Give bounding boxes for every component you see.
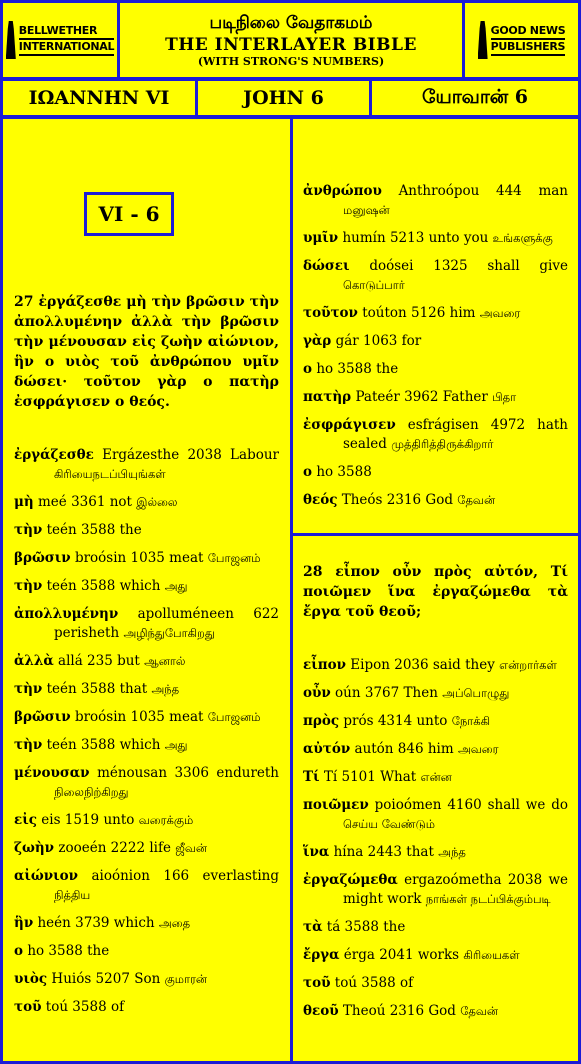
word-entry bbox=[303, 360, 568, 379]
greek-word: ἀνθρώπου bbox=[303, 183, 382, 199]
gloss: esfrágisen 4972 hath sealed bbox=[343, 417, 568, 452]
book-english: JOHN 6 bbox=[195, 78, 372, 118]
greek-word: μὴ bbox=[14, 494, 34, 510]
gloss: teén 3588 which bbox=[46, 578, 161, 594]
greek-word: πατὴρ bbox=[303, 389, 352, 405]
gloss: ho 3588 the bbox=[316, 361, 399, 377]
word-entry bbox=[14, 764, 279, 802]
right-top-interlinear-list bbox=[303, 182, 568, 510]
greek-word: ἵνα bbox=[303, 844, 330, 860]
gloss: doósei 1325 shall give bbox=[369, 258, 568, 274]
gloss: aioónion 166 everlasting bbox=[91, 868, 279, 884]
tamil-gloss: செய்ய வேண்டும் bbox=[343, 817, 436, 831]
gloss: poioómen 4160 shall we do bbox=[374, 797, 568, 813]
greek-word: ἀπολλυμένην bbox=[14, 606, 119, 622]
right-bottom-interlinear-list bbox=[303, 656, 568, 1021]
tamil-gloss: அவரை bbox=[479, 306, 521, 320]
word-entry bbox=[303, 871, 568, 909]
greek-word: ο bbox=[303, 361, 313, 377]
word-entry bbox=[14, 914, 279, 933]
tamil-gloss: மனுஷன் bbox=[343, 203, 390, 217]
tamil-gloss: என்ன bbox=[420, 770, 452, 784]
tamil-gloss: குமாரன் bbox=[164, 972, 208, 986]
greek-word: εἶπον bbox=[303, 657, 346, 673]
tamil-gloss: உங்களுக்கு bbox=[492, 231, 553, 245]
gloss: allá 235 but bbox=[58, 653, 140, 669]
word-entry bbox=[14, 736, 279, 755]
tamil-gloss: முத்திரித்திருக்கிறார் bbox=[391, 437, 494, 451]
verse-28-text: 28 εἶπον οὖν πρὸς αὐτόν, Τί ποιῶμεν ἵνα ἐργαζώμεθα τὰ ἔργα τοῦ θεοῦ; bbox=[303, 564, 568, 620]
verse-27-text: 27 ἐργάζεσθε μὴ τὴν βρῶσιν τὴν ἀπολλυμένην ἀλλὰ τὴν βρῶσιν τὴν μένουσαν εἰς ζωὴν αἰώνιον, ἣν ο υιὸς τοῦ ἀνθρώπου υμῖν δώσει· τοῦτον γὰρ ο πατὴρ ἐσφράγισεν ο θεός. bbox=[14, 294, 279, 410]
book-tamil: யோவான் 6 bbox=[369, 78, 581, 118]
greek-word: αὐτόν bbox=[303, 741, 351, 757]
gloss: Huiós 5207 Son bbox=[51, 971, 161, 987]
gloss: ménousan 3306 endureth bbox=[97, 765, 279, 781]
greek-word: ἀλλὰ bbox=[14, 653, 54, 669]
logo-line-1: GOOD NEWS bbox=[491, 24, 566, 40]
greek-word: τὴν bbox=[14, 522, 43, 538]
gloss: Eipon 2036 said they bbox=[350, 657, 495, 673]
gloss: gár 1063 for bbox=[335, 333, 422, 349]
subtitle: (WITH STRONG'S NUMBERS) bbox=[197, 54, 385, 68]
tamil-gloss: தேவன் bbox=[457, 493, 496, 507]
good-news-logo bbox=[462, 0, 581, 80]
gloss: autón 846 him bbox=[354, 741, 454, 757]
greek-word: ἣν bbox=[14, 915, 34, 931]
gloss: eis 1519 unto bbox=[41, 812, 135, 828]
tamil-gloss: போஜனம் bbox=[207, 710, 261, 724]
tamil-gloss: அந்த bbox=[438, 845, 466, 859]
word-entry bbox=[14, 652, 279, 671]
word-entry bbox=[303, 656, 568, 675]
greek-word: τὴν bbox=[14, 578, 43, 594]
logo-line-1: BELLWETHER bbox=[19, 24, 114, 40]
gloss: zooeén 2222 life bbox=[58, 840, 171, 856]
gloss: Pateér 3962 Father bbox=[355, 389, 488, 405]
greek-word: εἰς bbox=[14, 812, 37, 828]
word-entry bbox=[303, 918, 568, 937]
greek-word: ἐργαζώμεθα bbox=[303, 872, 398, 888]
gloss: prós 4314 unto bbox=[343, 713, 448, 729]
title-tamil: படிநிலை வேதாகமம் bbox=[209, 12, 373, 33]
word-entry bbox=[303, 182, 568, 220]
greek-word: πρὸς bbox=[303, 713, 340, 729]
greek-word: μένουσαν bbox=[14, 765, 90, 781]
greek-word: ἐσφράγισεν bbox=[303, 417, 396, 433]
tower-icon bbox=[478, 21, 488, 59]
greek-word: ποιῶμεν bbox=[303, 797, 369, 813]
gloss: toúton 5126 him bbox=[362, 305, 476, 321]
greek-word: ἔργα bbox=[303, 947, 340, 963]
greek-word: δώσει bbox=[303, 258, 350, 274]
greek-word: υμῖν bbox=[303, 230, 339, 246]
gloss: tá 3588 the bbox=[326, 919, 406, 935]
gloss: broósin 1035 meat bbox=[74, 550, 204, 566]
title-block bbox=[117, 0, 465, 80]
word-entry bbox=[303, 796, 568, 834]
left-interlinear-list bbox=[14, 446, 279, 1017]
word-entry bbox=[303, 1002, 568, 1021]
right-bottom-content bbox=[303, 562, 568, 1030]
word-entry bbox=[303, 843, 568, 862]
book-greek: ΙΩΑΝΝΗΝ VI bbox=[0, 78, 198, 118]
word-entry bbox=[14, 708, 279, 727]
word-entry bbox=[303, 463, 568, 482]
gloss: teén 3588 the bbox=[46, 522, 142, 538]
greek-word: υιὸς bbox=[14, 971, 48, 987]
greek-word: ο bbox=[303, 464, 313, 480]
word-entry bbox=[14, 942, 279, 961]
word-entry bbox=[303, 684, 568, 703]
word-entry bbox=[14, 549, 279, 568]
word-entry bbox=[14, 521, 279, 540]
word-entry bbox=[303, 388, 568, 407]
tamil-gloss: இல்லை bbox=[136, 495, 178, 509]
bellwether-logo bbox=[0, 0, 120, 80]
gloss: Theós 2316 God bbox=[341, 492, 453, 508]
greek-word: ζωὴν bbox=[14, 840, 55, 856]
gloss: toú 3588 of bbox=[45, 999, 125, 1015]
gloss: érga 2041 works bbox=[343, 947, 460, 963]
word-entry bbox=[14, 839, 279, 858]
greek-word: τὴν bbox=[14, 681, 43, 697]
tamil-gloss: போஜனம் bbox=[207, 551, 261, 565]
gloss: ergazoómetha 2038 we might work bbox=[343, 872, 568, 907]
tamil-gloss: நோக்கி bbox=[451, 714, 491, 728]
left-content bbox=[14, 292, 279, 1026]
greek-word: Τί bbox=[303, 769, 320, 785]
tamil-gloss: என்றார்கள் bbox=[499, 658, 557, 672]
tamil-gloss: கிரியைகள் bbox=[463, 948, 520, 962]
greek-word: οὖν bbox=[303, 685, 331, 701]
gloss: ho 3588 the bbox=[27, 943, 110, 959]
title-english: THE INTERLAYER BIBLE bbox=[165, 34, 417, 55]
gloss: teén 3588 that bbox=[46, 681, 148, 697]
tamil-gloss: கிரியைநடப்பியுங்கள் bbox=[54, 467, 166, 481]
greek-word: τὴν bbox=[14, 737, 43, 753]
tamil-gloss: அப்பொழுது bbox=[442, 686, 510, 700]
tamil-gloss: நாங்கள் நடப்பிக்கும்படி bbox=[425, 892, 551, 906]
logo-line-2: INTERNATIONAL bbox=[19, 40, 114, 56]
tamil-gloss: அது bbox=[164, 738, 188, 752]
greek-word: τοῦ bbox=[14, 999, 42, 1015]
greek-word: βρῶσιν bbox=[14, 709, 71, 725]
greek-word: θεός bbox=[303, 492, 338, 508]
tamil-gloss: கொடுப்பார் bbox=[343, 278, 405, 292]
greek-word: αἰώνιον bbox=[14, 868, 79, 884]
gloss: Tí 5101 What bbox=[323, 769, 417, 785]
word-entry bbox=[14, 680, 279, 699]
chapter-label: VI - 6 bbox=[84, 192, 174, 236]
word-entry bbox=[303, 257, 568, 295]
tamil-gloss: அவரை bbox=[457, 742, 499, 756]
gloss: hína 2443 that bbox=[333, 844, 434, 860]
word-entry bbox=[14, 493, 279, 512]
greek-word: θεοῦ bbox=[303, 1003, 339, 1019]
word-entry bbox=[14, 867, 279, 905]
greek-word: γὰρ bbox=[303, 333, 332, 349]
right-top-content bbox=[303, 182, 568, 519]
word-entry bbox=[303, 974, 568, 993]
word-entry bbox=[303, 712, 568, 731]
gloss: humín 5213 unto you bbox=[342, 230, 489, 246]
tamil-gloss: வரைக்கும் bbox=[138, 813, 194, 827]
tamil-gloss: நிலைநிற்கிறது bbox=[54, 785, 129, 799]
tamil-gloss: ஜீவன் bbox=[175, 841, 208, 855]
tamil-gloss: பிதா bbox=[492, 390, 517, 404]
tamil-gloss: அது bbox=[164, 579, 188, 593]
gloss: Ergázesthe 2038 Labour bbox=[102, 447, 279, 463]
gloss: toú 3588 of bbox=[334, 975, 414, 991]
greek-word: βρῶσιν bbox=[14, 550, 71, 566]
word-entry bbox=[14, 998, 279, 1017]
word-entry bbox=[303, 491, 568, 510]
gloss: Theoú 2316 God bbox=[342, 1003, 456, 1019]
word-entry bbox=[14, 605, 279, 643]
tamil-gloss: தேவன் bbox=[460, 1004, 499, 1018]
word-entry bbox=[303, 946, 568, 965]
tamil-gloss: ஆனால் bbox=[144, 654, 186, 668]
greek-word: τοῦ bbox=[303, 975, 331, 991]
gloss: heén 3739 which bbox=[37, 915, 155, 931]
gloss: oún 3767 Then bbox=[335, 685, 438, 701]
word-entry bbox=[14, 577, 279, 596]
tamil-gloss: நித்திய bbox=[54, 888, 91, 902]
greek-word: τοῦτον bbox=[303, 305, 358, 321]
word-entry bbox=[14, 811, 279, 830]
word-entry bbox=[303, 768, 568, 787]
gloss: broósin 1035 meat bbox=[74, 709, 204, 725]
gloss: meé 3361 not bbox=[38, 494, 132, 510]
gloss: ho 3588 bbox=[316, 464, 372, 480]
word-entry bbox=[14, 970, 279, 989]
logo-line-2: PUBLISHERS bbox=[491, 40, 566, 56]
greek-word: τὰ bbox=[303, 919, 323, 935]
greek-word: ἐργάζεσθε bbox=[14, 447, 94, 463]
tamil-gloss: அழிந்துபோகிறது bbox=[123, 626, 215, 640]
gloss: Anthroópou 444 man bbox=[398, 183, 568, 199]
tamil-gloss: அதை bbox=[158, 916, 191, 930]
gloss: teén 3588 which bbox=[46, 737, 161, 753]
word-entry bbox=[303, 740, 568, 759]
tower-icon bbox=[6, 21, 16, 59]
gloss: apolluméneen 622 perisheth bbox=[54, 606, 279, 641]
greek-word: ο bbox=[14, 943, 24, 959]
word-entry bbox=[303, 416, 568, 454]
word-entry bbox=[303, 229, 568, 248]
tamil-gloss: அந்த bbox=[151, 682, 180, 696]
word-entry bbox=[14, 446, 279, 484]
word-entry bbox=[303, 304, 568, 323]
word-entry bbox=[303, 332, 568, 351]
